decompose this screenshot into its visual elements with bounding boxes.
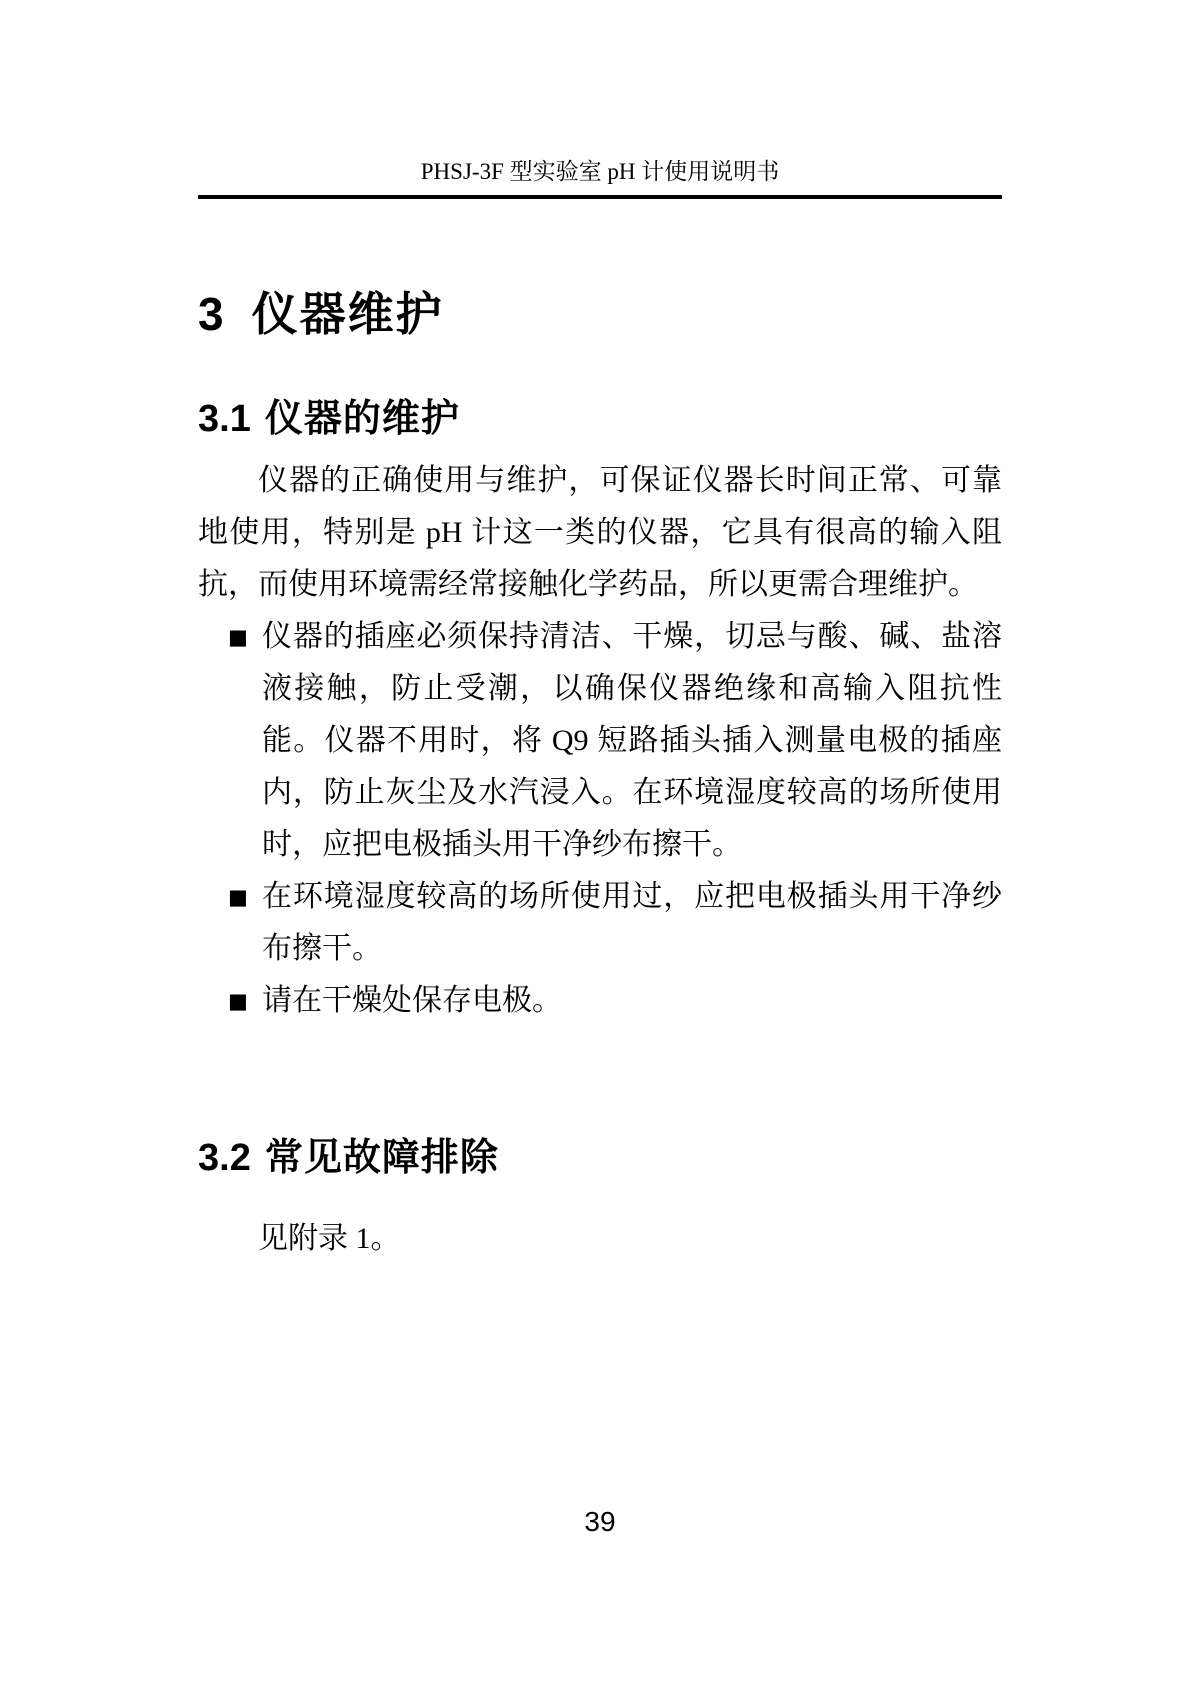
bullet-text: 仪器的插座必须保持清洁、干燥，切忌与酸、碱、盐溶液接触，防止受潮，以确保仪器绝缘和高输入阻抗性能。仪器不用时，将 Q9 短路插头插入测量电极的插座内，防止灰尘及水汽浸入。在环境湿度较高的场所使用时，应把电极插头用干净纱布擦干。	[262, 620, 1002, 861]
chapter-heading	[198, 284, 1002, 344]
section-3-2-title: 常见故障排除	[264, 1137, 499, 1179]
section-3-1-intro-paragraph: 仪器的正确使用与维护，可保证仪器长时间正常、可靠地使用，特别是 pH 计这一类的仪器，它具有很高的输入阻抗，而使用环境需经常接触化学药品，所以更需合理维护。	[198, 464, 1002, 601]
appendix-reference-note: 见附录 1。	[258, 1222, 401, 1255]
bullet-square-icon: ■	[228, 625, 248, 649]
running-header	[198, 0, 1002, 199]
content-column	[198, 0, 1002, 1265]
document-title: PHSJ-3F 型实验室 pH 计使用说明书	[420, 159, 780, 184]
bullet-text: 请在干燥处保存电极。	[262, 984, 562, 1017]
section-3-1-number: 3.1	[198, 398, 251, 440]
list-item	[228, 871, 1002, 975]
list-item	[228, 975, 1002, 1027]
section-3-1-title: 仪器的维护	[264, 398, 460, 440]
maintenance-bullet-list	[198, 611, 1002, 1027]
chapter-number: 3	[198, 288, 224, 340]
page-number: 39	[584, 1506, 616, 1537]
section-3-1-heading	[198, 395, 1002, 443]
bullet-square-icon: ■	[228, 989, 248, 1013]
bullet-text: 在环境湿度较高的场所使用过，应把电极插头用干净纱布擦干。	[262, 880, 1002, 965]
chapter-title: 仪器维护	[251, 288, 444, 340]
section-3-2-heading	[198, 1134, 1002, 1182]
section-3-2-number: 3.2	[198, 1137, 251, 1179]
list-item	[228, 611, 1002, 871]
bullet-square-icon: ■	[228, 885, 248, 909]
